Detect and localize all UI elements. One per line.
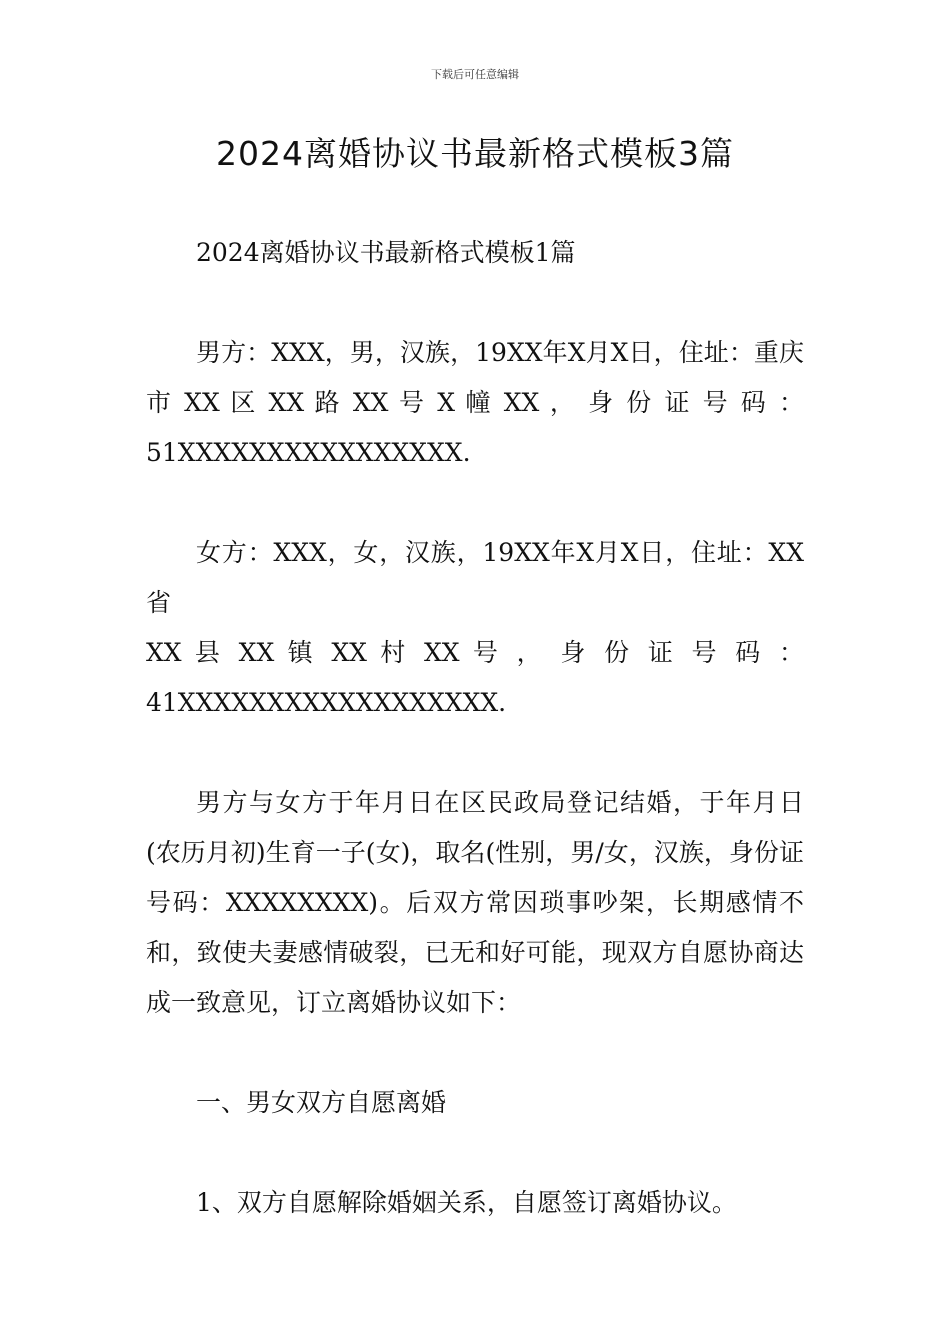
document-title: 2024离婚协议书最新格式模板3篇 [216,134,734,173]
paragraph-gap [146,278,804,328]
marriage-paragraph: 男方与女方于年月日在区民政局登记结婚，于年月日(农历月初)生育一子(女)，取名(性别，男/女，汉族，身份证号码：XXXXXXXX)。后双方常因琐事吵架，长期感情不和，致使夫妻感情破裂，已无和好可能，现双方自愿协商达成一致意见，订立离婚协议如下： [146,788,804,1017]
man-info-line-2: 市 XX 区 XX 路 XX 号 X 幢 XX ， 身 份 证 号 码 ： [146,388,804,417]
item-1-text: 1、双方自愿解除婚姻关系，自愿签订离婚协议。 [196,1188,737,1217]
page-header-note: 下载后可任意编辑 [431,68,519,81]
paragraph-gap [146,478,804,528]
paragraph-gap [146,728,804,778]
paragraph-gap [146,1028,804,1078]
paragraph-gap [146,1128,804,1178]
woman-info-line-1: 女方：XXX，女，汉族，19XX年X月X日，住址：XX省 [146,538,804,617]
document-body [146,228,804,1228]
man-info-line-1: 男方：XXX，男，汉族，19XX年X月X日，住址：重庆 [196,338,804,367]
section-subtitle: 2024离婚协议书最新格式模板1篇 [196,238,576,267]
section-1-heading: 一、男女双方自愿离婚 [196,1088,447,1117]
woman-info-line-3: 41XXXXXXXXXXXXXXXXXX. [146,688,507,717]
man-info-line-3: 51XXXXXXXXXXXXXXXX. [146,438,471,467]
woman-info-line-2: XX 县 XX 镇 XX 村 XX 号 ， 身 份 证 号 码 ： [146,638,804,667]
